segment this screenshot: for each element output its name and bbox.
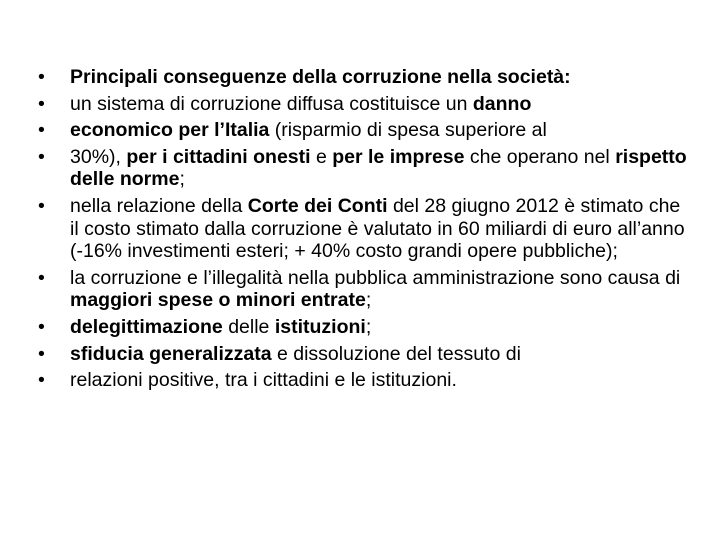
bullet-list — [38, 66, 688, 396]
bullet-item — [38, 316, 688, 339]
bullet-item — [38, 195, 688, 263]
text-segment: la corruzione e l’illegalità nella pubblica amministrazione sono causa di — [70, 266, 681, 289]
bold-text-segment: per le imprese — [332, 145, 465, 168]
bold-text-segment: delegittimazione — [70, 315, 223, 338]
bullet-dot-icon: • — [38, 315, 45, 338]
bold-text-segment: maggiori spese o minori entrate — [70, 289, 366, 312]
bold-text-segment: Principali conseguenze della corruzione nella società: — [70, 66, 571, 88]
bullet-dot-icon: • — [38, 92, 45, 115]
text-segment: e — [310, 145, 333, 168]
bullet-dot-icon: • — [38, 145, 45, 168]
bold-text-segment: per i cittadini onesti — [126, 145, 311, 168]
text-segment: nella relazione della — [70, 194, 248, 217]
text-segment: relazioni positive, tra i cittadini e le istituzioni. — [70, 369, 457, 392]
text-segment: 30%), — [70, 145, 127, 168]
bullet-item — [38, 66, 688, 89]
bold-text-segment: danno — [472, 92, 532, 115]
text-segment: che operano nel — [464, 145, 616, 168]
text-segment: ; — [179, 168, 185, 191]
text-segment: un sistema di corruzione diffusa costituisce un — [70, 92, 473, 115]
text-segment: (risparmio di spesa superiore al — [269, 119, 547, 142]
bullet-dot-icon: • — [38, 66, 45, 88]
bullet-item — [38, 343, 688, 366]
bullet-dot-icon: • — [38, 369, 45, 392]
bullet-item — [38, 369, 688, 392]
text-segment: del 28 giugno 2012 è stimato che il costo stimato dalla corruzione è valutato in 60 miliardi di euro all’anno (-16% investimenti esteri; + 40% costo grandi opere pubbliche); — [70, 194, 685, 263]
bullet-dot-icon: • — [38, 194, 45, 217]
text-segment: ; — [365, 289, 372, 312]
bold-text-segment: economico per l’Italia — [70, 119, 270, 142]
bullet-item — [38, 146, 688, 191]
text-segment: ; — [365, 315, 372, 338]
text-segment: e dissoluzione del tessuto di — [271, 342, 521, 365]
bullet-item — [38, 267, 688, 312]
bullet-dot-icon: • — [38, 342, 45, 365]
bullet-dot-icon: • — [38, 119, 45, 142]
bold-text-segment: istituzioni — [274, 315, 366, 338]
bold-text-segment: rispetto delle norme — [70, 145, 687, 191]
text-segment: delle — [222, 315, 275, 338]
bold-text-segment: sfiducia generalizzata — [70, 342, 272, 365]
bullet-dot-icon: • — [38, 266, 45, 289]
bullet-item — [38, 93, 688, 116]
bold-text-segment: Corte dei Conti — [247, 194, 388, 217]
bullet-item — [38, 119, 688, 142]
